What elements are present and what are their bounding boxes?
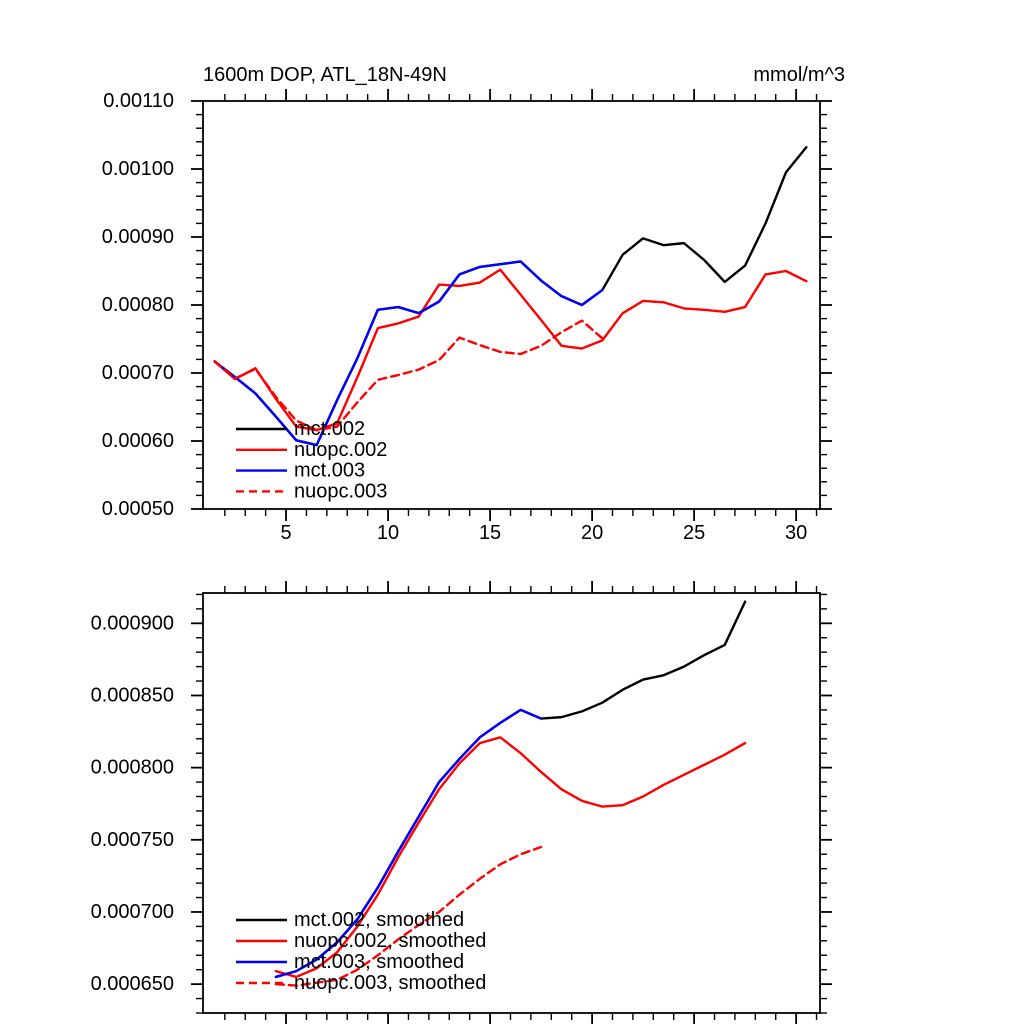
legend-label: nuopc.002 <box>294 438 388 461</box>
legend <box>236 909 486 994</box>
x-tick-label: 25 <box>682 522 706 544</box>
legend-label: mct.003, smoothed <box>294 951 465 973</box>
y-tick-label: 0.00080 <box>101 294 174 316</box>
units-label: mmol/m^3 <box>753 64 845 86</box>
y-tick-label: 0.000800 <box>90 756 174 779</box>
y-tick-label: 0.00060 <box>101 430 174 452</box>
legend <box>236 418 387 502</box>
y-tick-label: 0.000700 <box>90 900 174 923</box>
y-tick-label: 0.00050 <box>101 498 174 520</box>
legend-label: mct.002 <box>294 418 366 440</box>
y-tick-label: 0.00090 <box>101 226 174 248</box>
legend-label: mct.002, smoothed <box>294 909 465 931</box>
x-tick-label: 15 <box>478 522 502 544</box>
x-tick-label: 30 <box>785 522 808 544</box>
legend-label: nuopc.003 <box>294 480 388 503</box>
x-tick-label: 20 <box>580 522 604 544</box>
legend-label: nuopc.002, smoothed <box>294 930 487 952</box>
y-tick-label: 0.00110 <box>103 90 174 112</box>
legend-label: mct.003 <box>294 459 366 482</box>
legend-label: nuopc.003, smoothed <box>294 972 487 994</box>
y-tick-label: 0.000650 <box>90 973 174 996</box>
smoothed-panel <box>91 581 832 1024</box>
y-tick-label: 0.000850 <box>90 684 174 707</box>
raw-panel <box>102 89 832 544</box>
x-tick-label: 10 <box>376 522 400 544</box>
y-tick-label: 0.00070 <box>101 362 174 384</box>
series-line-nuopc.002 <box>215 270 807 430</box>
y-tick-label: 0.00100 <box>101 158 174 180</box>
y-tick-label: 0.000750 <box>90 828 174 851</box>
series-line-mct.003 <box>215 261 603 445</box>
series-line-mct.002 <box>215 147 807 445</box>
page-title: 1600m DOP, ATL_18N-49N <box>203 64 447 86</box>
x-tick-label: 5 <box>280 522 292 544</box>
y-tick-label: 0.000900 <box>90 612 174 635</box>
